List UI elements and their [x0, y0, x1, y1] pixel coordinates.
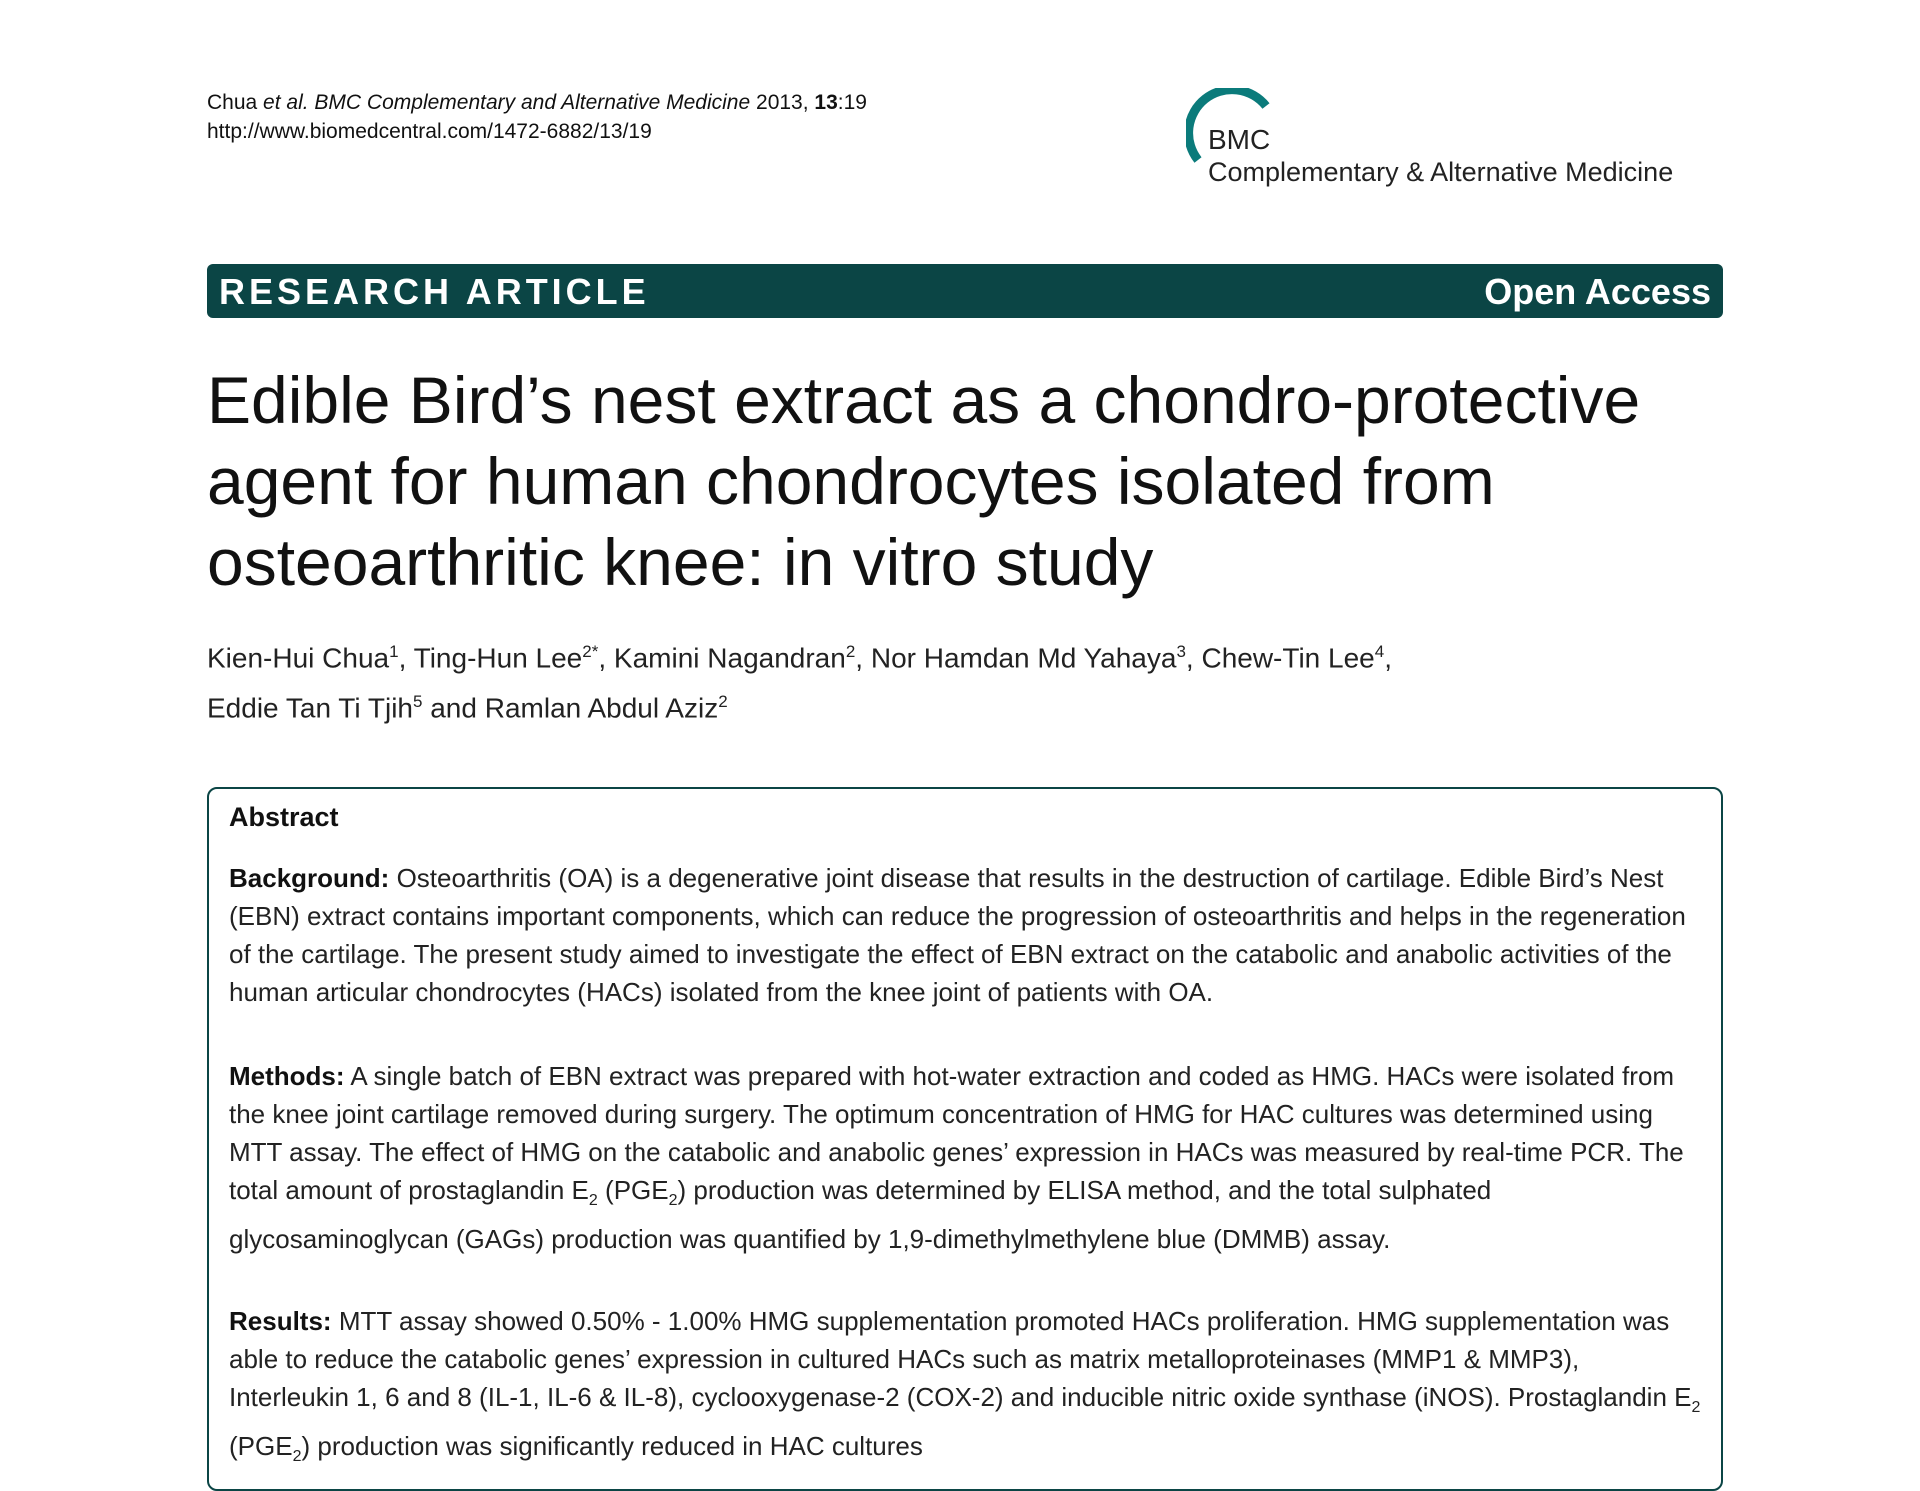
abstract-box: [207, 787, 1723, 1491]
author-separator: ,: [398, 642, 414, 674]
background-text: Osteoarthritis (OA) is a degenerative joint disease that results in the destruction of cartilage. Edible Bird’s Nest (EBN) extract contains important components, which can reduce the progression of osteoarthritis and helps in the regeneration of the cartilage. The present study aimed to investigate the effect of EBN extract on the catabolic and anabolic activities of the human articular chondrocytes (HACs) isolated from the knee joint of patients with OA.: [229, 863, 1686, 1007]
abstract-results: [229, 1302, 1704, 1476]
methods-label: Methods:: [229, 1061, 345, 1091]
author-separator: and: [422, 692, 485, 724]
author-separator: ,: [1384, 642, 1392, 674]
author-affiliation: 1: [389, 642, 399, 661]
abstract-background: [229, 859, 1704, 1011]
article-type-banner: [207, 264, 1723, 318]
article-type-label: RESEARCH ARTICLE: [219, 271, 650, 312]
logo-journal-name: Complementary & Alternative Medicine: [1208, 157, 1674, 187]
results-subscript: 2: [1691, 1399, 1701, 1417]
open-access-label: Open Access: [1484, 271, 1711, 312]
results-subscript: 2: [292, 1448, 302, 1466]
results-text: MTT assay showed 0.50% - 1.00% HMG supplementation promoted HACs proliferation. HMG supplementation was able to reduce the catabolic genes’ expression in cultured HACs such as matrix metalloproteinases (MMP1 & MMP3), Interleukin 1, 6 and 8 (IL-1, IL-6 & IL-8), cyclooxygenase-2 (COX-2) and inducible nitric oxide synthase (iNOS). Prostaglandin E: [229, 1306, 1692, 1412]
methods-text: (PGE: [597, 1175, 669, 1205]
methods-text: A single batch of EBN extract was prepared with hot-water extraction and coded as HMG. HACs were isolated from the knee joint cartilage removed during surgery. The optimum concentration of HMG for HAC cultures was determined using MTT assay. The effect of HMG on the catabolic and anabolic genes’ expression in HACs was measured by real-time PCR. The total amount of prostaglandin E: [229, 1061, 1684, 1205]
abstract-methods: [229, 1057, 1704, 1258]
citation-year: 2013,: [756, 91, 809, 114]
author-separator: ,: [1185, 642, 1202, 674]
results-text: (PGE: [229, 1431, 293, 1462]
author-separator: ,: [855, 642, 871, 674]
citation-article: :19: [837, 91, 867, 114]
author-name: Eddie Tan Ti Tjih: [207, 692, 413, 724]
author-affiliation: 2: [845, 642, 856, 661]
title-line: Edible Bird’s nest extract as a chondro-protective: [207, 363, 1641, 437]
results-label: Results:: [229, 1306, 332, 1336]
author-affiliation: 5: [412, 692, 423, 712]
author-name: Ramlan Abdul Aziz: [484, 692, 719, 724]
abstract-heading: Abstract: [229, 802, 339, 832]
author-affiliation: 4: [1374, 642, 1385, 661]
citation-line: [207, 88, 867, 117]
methods-text: ) production was determined by ELISA method, and the total sulphated glycosaminoglycan (GAGs) production was quantified by 1,9-dimethylmethylene blue (DMMB) assay.: [229, 1175, 1492, 1255]
author-name: Kamini Nagandran: [613, 642, 846, 674]
author-name: Ting-Hun Lee: [413, 642, 583, 674]
author-list: [207, 630, 1727, 731]
article-url[interactable]: http://www.biomedcentral.com/1472-6882/13/19: [207, 120, 652, 143]
results-text: ) production was significantly reduced in HAC cultures: [301, 1431, 923, 1462]
author-name: Nor Hamdan Md Yahaya: [870, 642, 1177, 674]
author-separator: ,: [598, 642, 614, 674]
citation-author: Chua: [207, 91, 258, 114]
author-affiliation: 2*: [582, 642, 599, 661]
citation-journal: BMC Complementary and Alternative Medicine: [314, 91, 751, 114]
logo-brand: BMC: [1208, 124, 1271, 155]
author-affiliation: 2: [718, 692, 728, 712]
background-label: Background:: [229, 863, 390, 893]
title-line: osteoarthritic knee: in vitro study: [207, 525, 1154, 599]
author-line: [207, 680, 1727, 730]
author-name: Kien-Hui Chua: [207, 642, 390, 674]
methods-subscript: 2: [668, 1192, 678, 1210]
methods-subscript: 2: [588, 1192, 598, 1210]
author-line: [207, 630, 1727, 680]
citation-etal: et al.: [263, 91, 309, 114]
article-title: [207, 360, 1727, 603]
title-line: agent for human chondrocytes isolated from: [207, 444, 1495, 518]
bmc-logo: [1186, 88, 1726, 198]
citation-volume: 13: [814, 91, 838, 114]
author-name: Chew-Tin Lee: [1201, 642, 1375, 674]
citation-header: [207, 88, 867, 146]
author-affiliation: 3: [1176, 642, 1186, 661]
